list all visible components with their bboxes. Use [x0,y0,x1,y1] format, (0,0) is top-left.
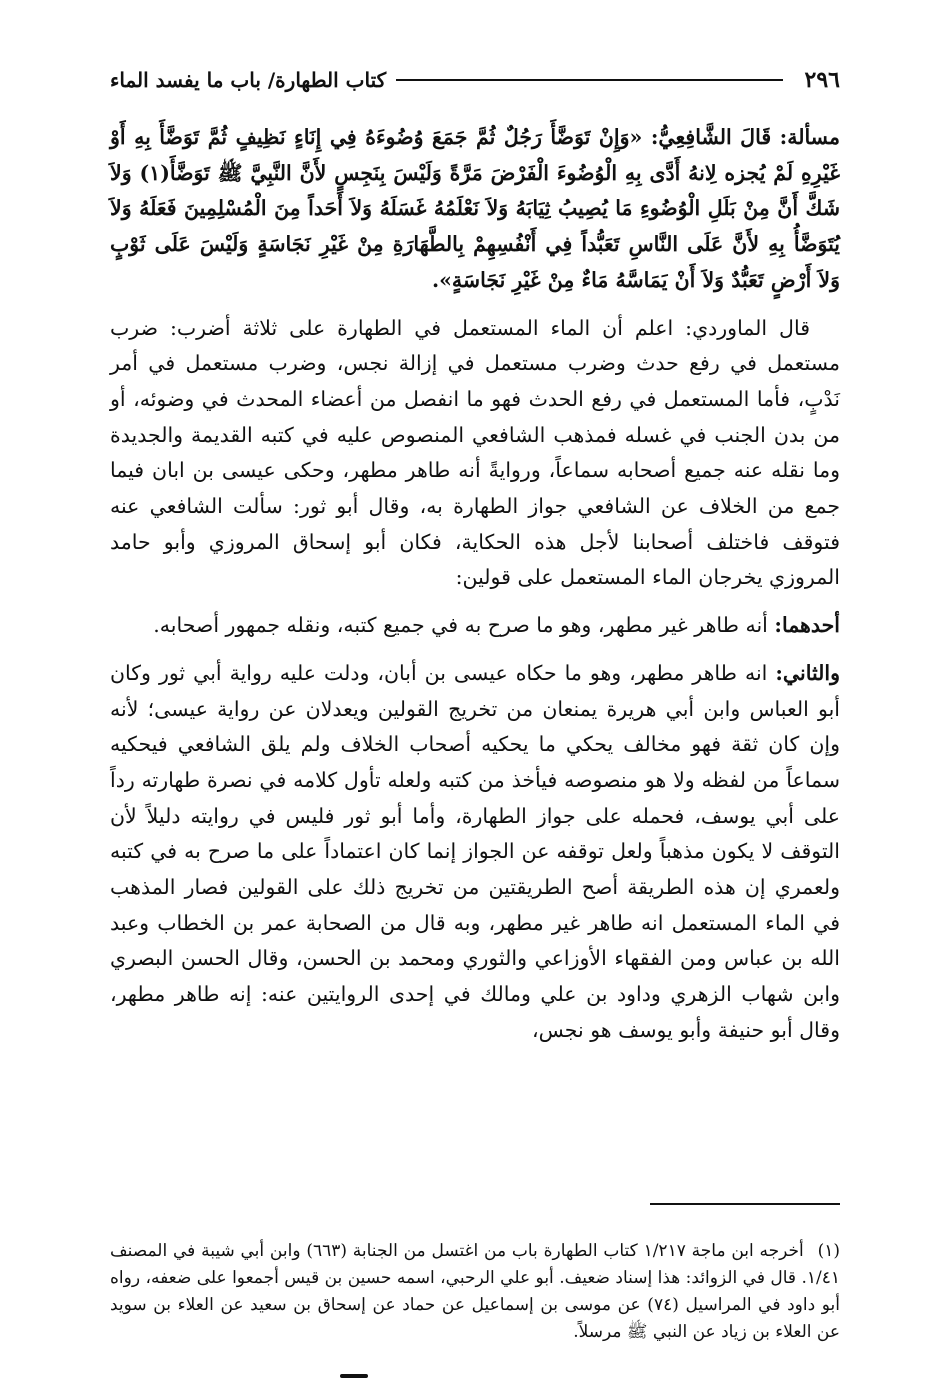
main-text [110,120,840,1061]
first-opinion-label: أحدهما: [774,613,840,638]
footnote-rule [650,1203,840,1205]
second-opinion [110,656,840,1049]
commentary-intro: قال الماوردي: اعلم أن الماء المستعمل في الطهارة على ثلاثة أضرب: ضرب مستعمل في رفع حدث وضرب مستعمل في إزالة نجس، وضرب مستعمل في أمر نَدْبٍ، فأما المستعمل في رفع الحدث فهو ما انفصل من أعضاء المحدث في وضوئه، أو من بدن الجنب في غسله فمذهب الشافعي المنصوص عليه في كتبه القديمة والجديدة وما نقله عنه جميع أصحابه سماعاً، وروايةً أنه طاهر مطهر، وحكى عيسى بن ابان فيما جمع من الخلاف عن الشافعي جواز الطهارة به، وقال أبو ثور: سألت الشافعي عنه فتوقف فاختلف أصحابنا لأجل هذه الحكاية، فكان أبو إسحاق المروزي وأبو حامد المروزي يخرجان الماء المستعمل على قولين: [110,315,840,590]
masala-quote: «وَإِنْ تَوَضَّأَ رَجُلٌ ثُمَّ جَمَعَ وُضُوءَهُ فِي إِنَاءٍ نَظِيفٍ ثُمَّ تَوَضَّأَ بِهِ أَوْ غَيْرِهِ لَمْ يُجزه لِانهُ أَدَّى بِهِ الْوُضُوءَ الْفَرْضَ مَرَّةً وَلَيْسَ بِنَجِسٍ لأَنَّ النَّبِيَّ ﷺ تَوَضَّأَ(١) وَلاَ شَكَّ أَنَّ مِنْ بَلَلِ الْوُضُوءِ مَا يُصِيبُ ثِيَابَهُ وَلاَ نَعْلَمُهُ غَسَلَهُ وَلاَ أَحَداً مِنَ الْمُسْلِمِينَ فَعَلَهُ وَلاَ يُتَوَضَّأُ بِهِ لأَنَّ عَلَى النَّاسِ تَعَبُّداً فِي أَنْفُسِهِمْ بِالطَّهَارَةِ مِنْ غَيْرِ نَجَاسَةٍ وَلَيْسَ عَلَى ثَوْبٍ وَلاَ أَرْضٍ تَعَبُّدٌ وَلاَ أَنْ يَمَاسَّهُ مَاءٌ مِنْ غَيْرِ نَجَاسَةٍ». [110,125,840,292]
footnote-marker: (١) [817,1241,840,1261]
footnote-text: أخرجه ابن ماجة ١/٢١٧ كتاب الطهارة باب من اغتسل من الجنابة (٦٦٣) وابن أبي شيبة في المصنف ١/٤١. قال في الزوائد: هذا إسناد ضعيف. أبو علي الرحبي، اسمه حسين بن قيس أجمعوا على ضعفه، رواه أبو داود في المراسيل (٧٤) عن موسى بن إسماعيل عن حماد عن إسحاق بن سعيد عن العلاء بن سويد عن العلاء بن زياد عن النبي ﷺ مرسلاً. [110,1241,841,1342]
footnotes [110,1238,840,1358]
masala-colon-1: : [771,125,788,149]
second-opinion-text: انه طاهر مطهر، وهو ما حكاه عيسى بن أبان، ودلت عليه رواية أبي ثور وكان أبو العباس وابن أبي هريرة يمنعان من تخريج القولين ويعدلان عن رواية عيسى؛ لأنه وإن كان ثقة فهو مخالف يحكي ما يحكيه أصحاب الخلاف ولم يلق الشافعي فيحكيه سماعاً من لفظه ولا هو منصوصه فيأخذ من كتبه ولعله تأول كلامه في نصرة طهارته رداً على أبي يوسف، فحمله على جواز الطهارة، وأما أبو ثور فليس في روايته دليلاً لأن التوقف لا يكون مذهباً ولعل توقفه عن الجواز إنما كان اعتماداً على ما صرح به في كتبه ولعمري إن هذه الطريقة أصح الطريقتين من تخريج ذلك على القولين فصار المذهب في الماء المستعمل انه طاهر غير مطهر، وبه قال من الصحابة عمر بن الخطاب وعبد الله بن عباس ومن الفقهاء الأوزاعي والثوري ومحمد بن الحسن، وقال الحسن البصري وابن شهاب الزهري وداود بن علي ومالك في إحدى الروايتين عنه: إنه طاهر مطهر، وقال أبو حنيفة وأبو يوسف هو نجس، [110,660,840,1042]
bottom-mark [340,1374,368,1378]
masala-label: مسألة [787,125,840,149]
masala-paragraph [110,120,840,299]
page-header [110,60,840,100]
second-opinion-label: والثاني: [775,660,840,685]
footnote-1 [110,1238,840,1346]
first-opinion [110,608,840,644]
running-title: كتاب الطهارة/ باب ما يفسد الماء [110,68,387,92]
masala-speaker: قَالَ الشَّافِعِيُّ [658,125,772,149]
masala-colon-2: : [642,125,659,149]
first-opinion-text: أنه طاهر غير مطهر، وهو ما صرح به في جميع كتبه، ونقله جمهور أصحابه. [153,613,768,638]
book-page [110,60,841,1342]
header-rule [396,79,782,81]
page-number: ٢٩٦ [804,67,840,93]
